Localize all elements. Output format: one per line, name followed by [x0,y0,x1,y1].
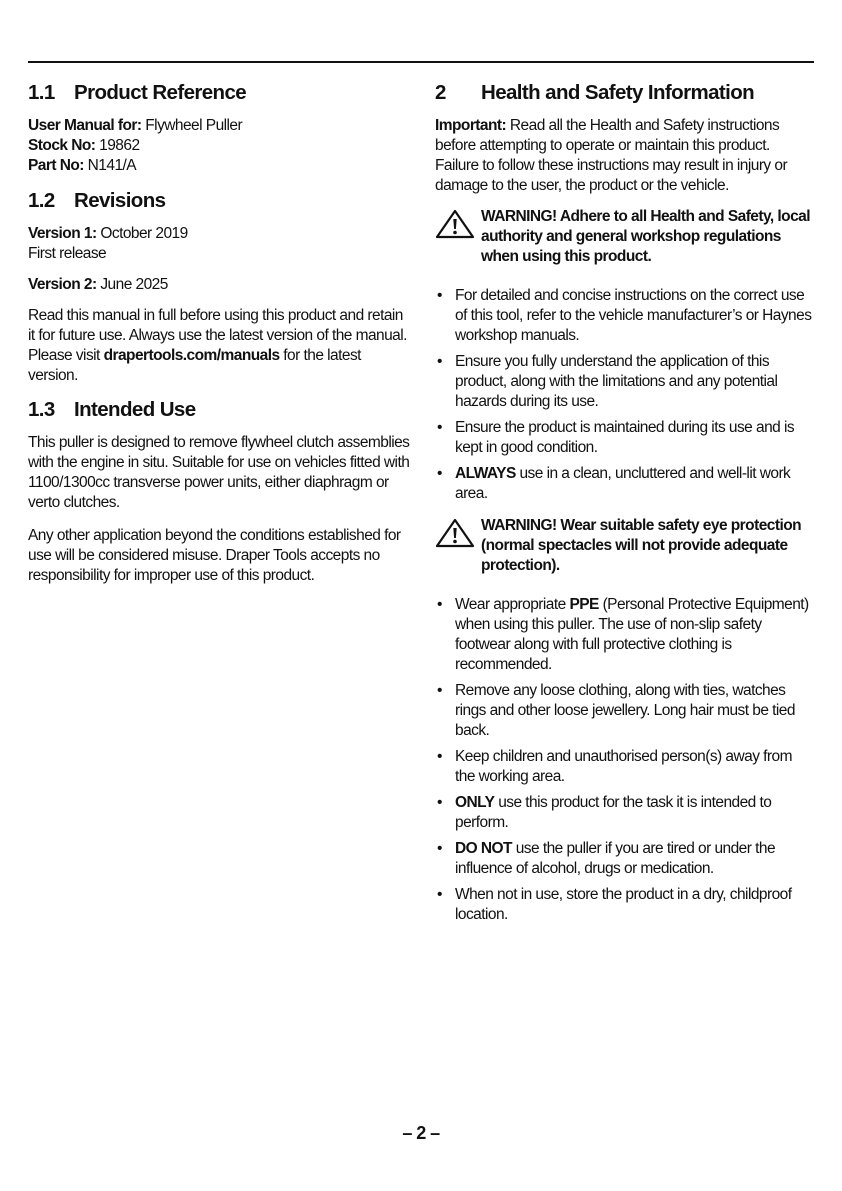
safety-list-2 [435,595,815,925]
heading-intended-use: 1.3 Intended Use [28,398,196,421]
left-column [28,80,413,597]
top-rule [28,61,814,63]
intended-use-paragraph: This puller is designed to remove flywheel clutch assemblies with the engine in situ. Suitable for use on vehicles fitted with 1100/1300cc transverse power units, either diaphragm or verto clutches. [28,434,410,511]
heading-product-reference: 1.1 Product Reference [28,81,247,104]
list-item: • ONLY use this product for the task it is intended to perform. [435,793,815,833]
list-item: • DO NOT use the puller if you are tired or under the influence of alcohol, drugs or medication. [435,839,815,879]
important-paragraph: Important: Read all the Health and Safety instructions before attempting to operate or maintain this product. Failure to follow these instructions may result in injury or damage to the user, the product or the vehicle. [435,117,788,194]
list-item: • Ensure you fully understand the application of this product, along with the limitations and any potential hazards during its use. [435,352,815,412]
list-item: • For detailed and concise instructions on the correct use of this tool, refer to the vehicle manufacturer’s or Haynes workshop manuals. [435,286,815,346]
page-number: – 2 – [402,1123,440,1143]
read-manual-paragraph: Read this manual in full before using this product and retain it for future use. Always use the latest version of the manual. Please visit drapertools.com/manuals for the latest version. [28,307,407,384]
misuse-paragraph: Any other application beyond the conditions established for use will be considered misuse. Draper Tools accepts no responsibility for improper use of this product. [28,527,401,584]
heading-revisions: 1.2 Revisions [28,189,166,212]
part-no: Part No: N141/A [28,157,137,174]
list-item: • Ensure the product is maintained during its use and is kept in good condition. [435,418,815,458]
warning-regulations: WARNING! Adhere to all Health and Safety, local authority and general workshop regulations when using this product. [435,207,815,267]
safety-list-1 [435,286,815,504]
version-2: Version 2: June 2025 [28,276,168,293]
user-manual-for: User Manual for: Flywheel Puller [28,117,243,134]
warning-icon [435,518,475,548]
list-item: • When not in use, store the product in a dry, childproof location. [435,885,815,925]
warning-icon [435,209,475,239]
manuals-link[interactable]: drapertools.com/manuals [103,347,280,364]
list-item: • Keep children and unauthorised person(s) away from the working area. [435,747,815,787]
version-1: Version 1: October 2019 First release [28,225,188,262]
list-item: • Remove any loose clothing, along with ties, watches rings and other loose jewellery. Long hair must be tied back. [435,681,815,741]
list-item: • ALWAYS use in a clean, uncluttered and well-lit work area. [435,464,815,504]
list-item: • Wear appropriate PPE (Personal Protective Equipment) when using this puller. The use of non-slip safety footwear along with full protective clothing is recommended. [435,595,815,675]
stock-no: Stock No: 19862 [28,137,140,154]
warning-eye-protection: WARNING! Wear suitable safety eye protection (normal spectacles will not provide adequate protection). [435,516,815,576]
right-column [435,80,815,931]
heading-health-safety: 2 Health and Safety Information [435,81,755,104]
